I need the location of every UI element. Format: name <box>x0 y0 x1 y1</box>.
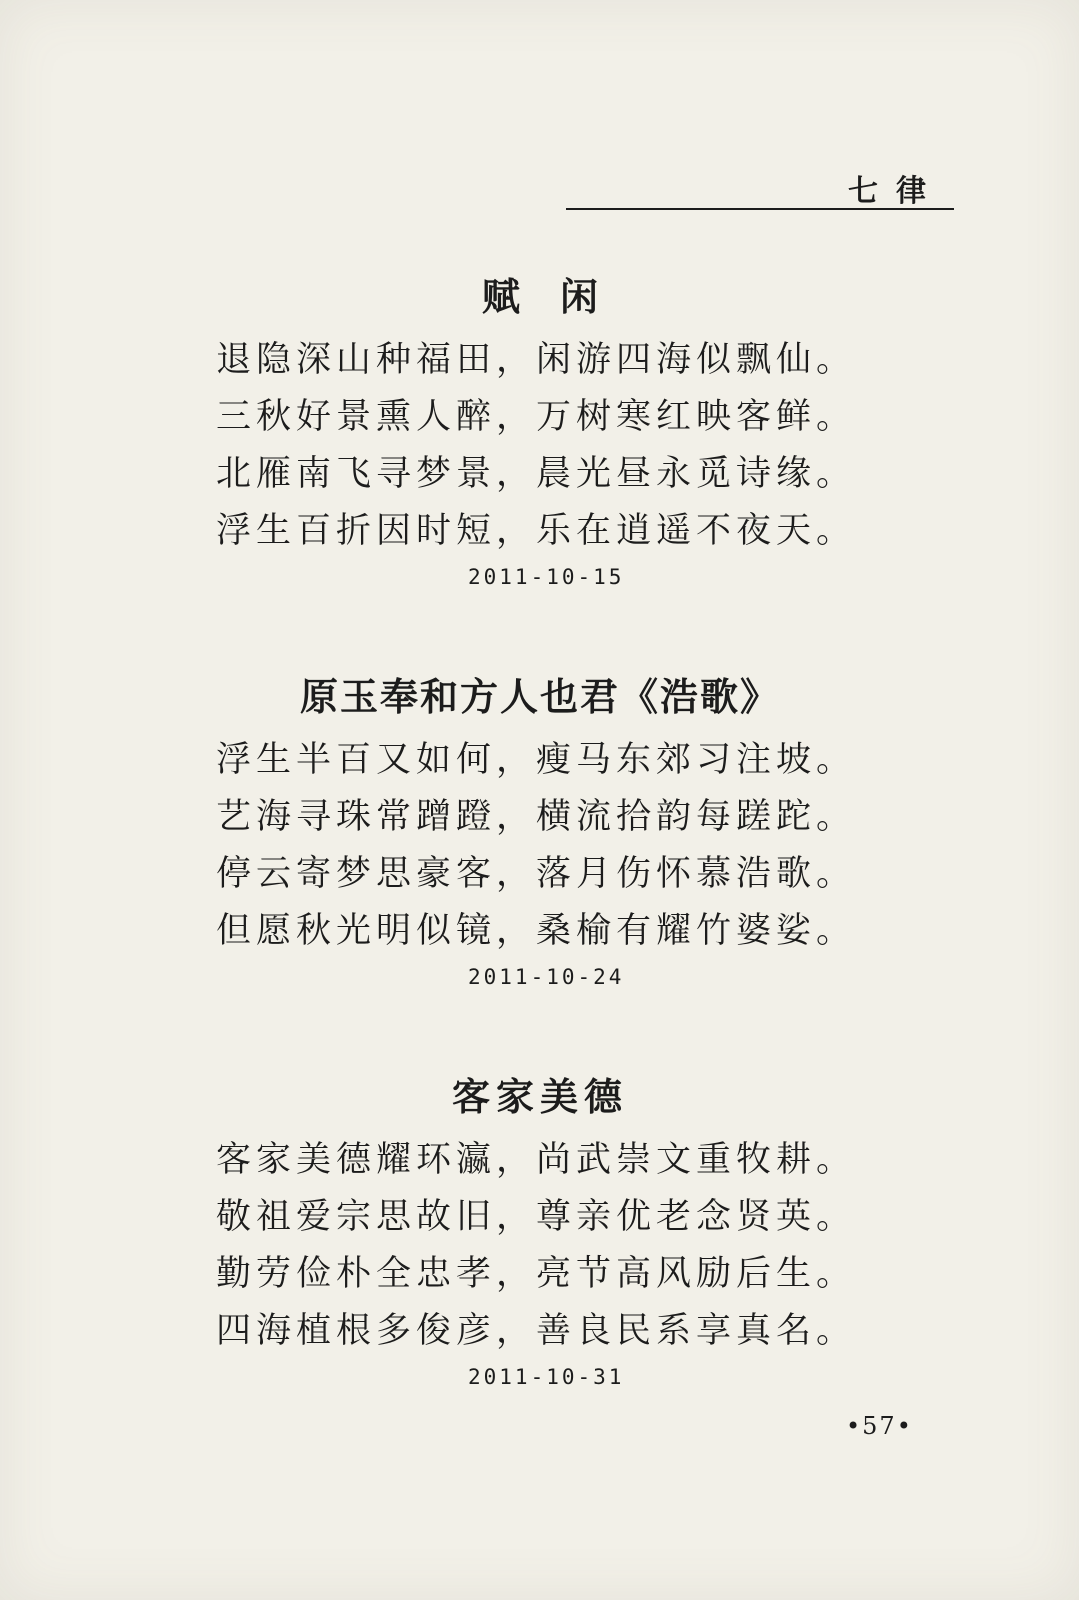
poem-fu-xian <box>200 268 880 592</box>
poem-title: 赋闲 <box>481 274 638 319</box>
poem-line: 浮生半百又如何，瘦马东郊习注坡。 <box>216 740 857 780</box>
poem-line: 但愿秋光明似镜，桑榆有耀竹婆娑。 <box>216 911 857 951</box>
poem-line: 浮生百折因时短，乐在逍遥不夜天。 <box>216 511 857 551</box>
running-head <box>566 160 954 210</box>
poem-line: 客家美德耀环瀛，尚武崇文重牧耕。 <box>216 1140 857 1180</box>
poem-lines <box>200 1132 880 1360</box>
poem-title: 客家美德 <box>451 1074 628 1119</box>
poem-hakka-virtue <box>200 1068 880 1392</box>
poem-line: 停云寄梦思豪客，落月伤怀慕浩歌。 <box>216 854 857 894</box>
poem-line: 四海植根多俊彦，善良民系享真名。 <box>216 1311 857 1351</box>
poem-line: 三秋好景熏人醉，万树寒红映客鲜。 <box>216 397 857 437</box>
page-number: •57• <box>846 1412 913 1440</box>
poem-hao-ge <box>200 668 880 992</box>
poem-line: 艺海寻珠常蹭蹬，横流拾韵每蹉跎。 <box>216 797 857 837</box>
poem-line: 敬祖爱宗思故旧，尊亲优老念贤英。 <box>216 1197 857 1237</box>
poem-line: 勤劳俭朴全忠孝，亮节高风励后生。 <box>216 1254 857 1294</box>
poem-lines <box>200 732 880 960</box>
running-head-rule <box>566 208 954 210</box>
poem-line: 北雁南飞寻梦景，晨光昼永觅诗缘。 <box>216 454 857 494</box>
poem-date: 2011-10-31 <box>468 1365 625 1389</box>
poem-title: 原玉奉和方人也君《浩歌》 <box>299 674 780 719</box>
poem-date: 2011-10-24 <box>468 965 625 989</box>
poem-lines <box>200 332 880 560</box>
poem-line: 退隐深山种福田，闲游四海似飘仙。 <box>216 340 857 380</box>
poem-date: 2011-10-15 <box>468 565 625 589</box>
running-head-text: 七律 <box>848 174 944 209</box>
